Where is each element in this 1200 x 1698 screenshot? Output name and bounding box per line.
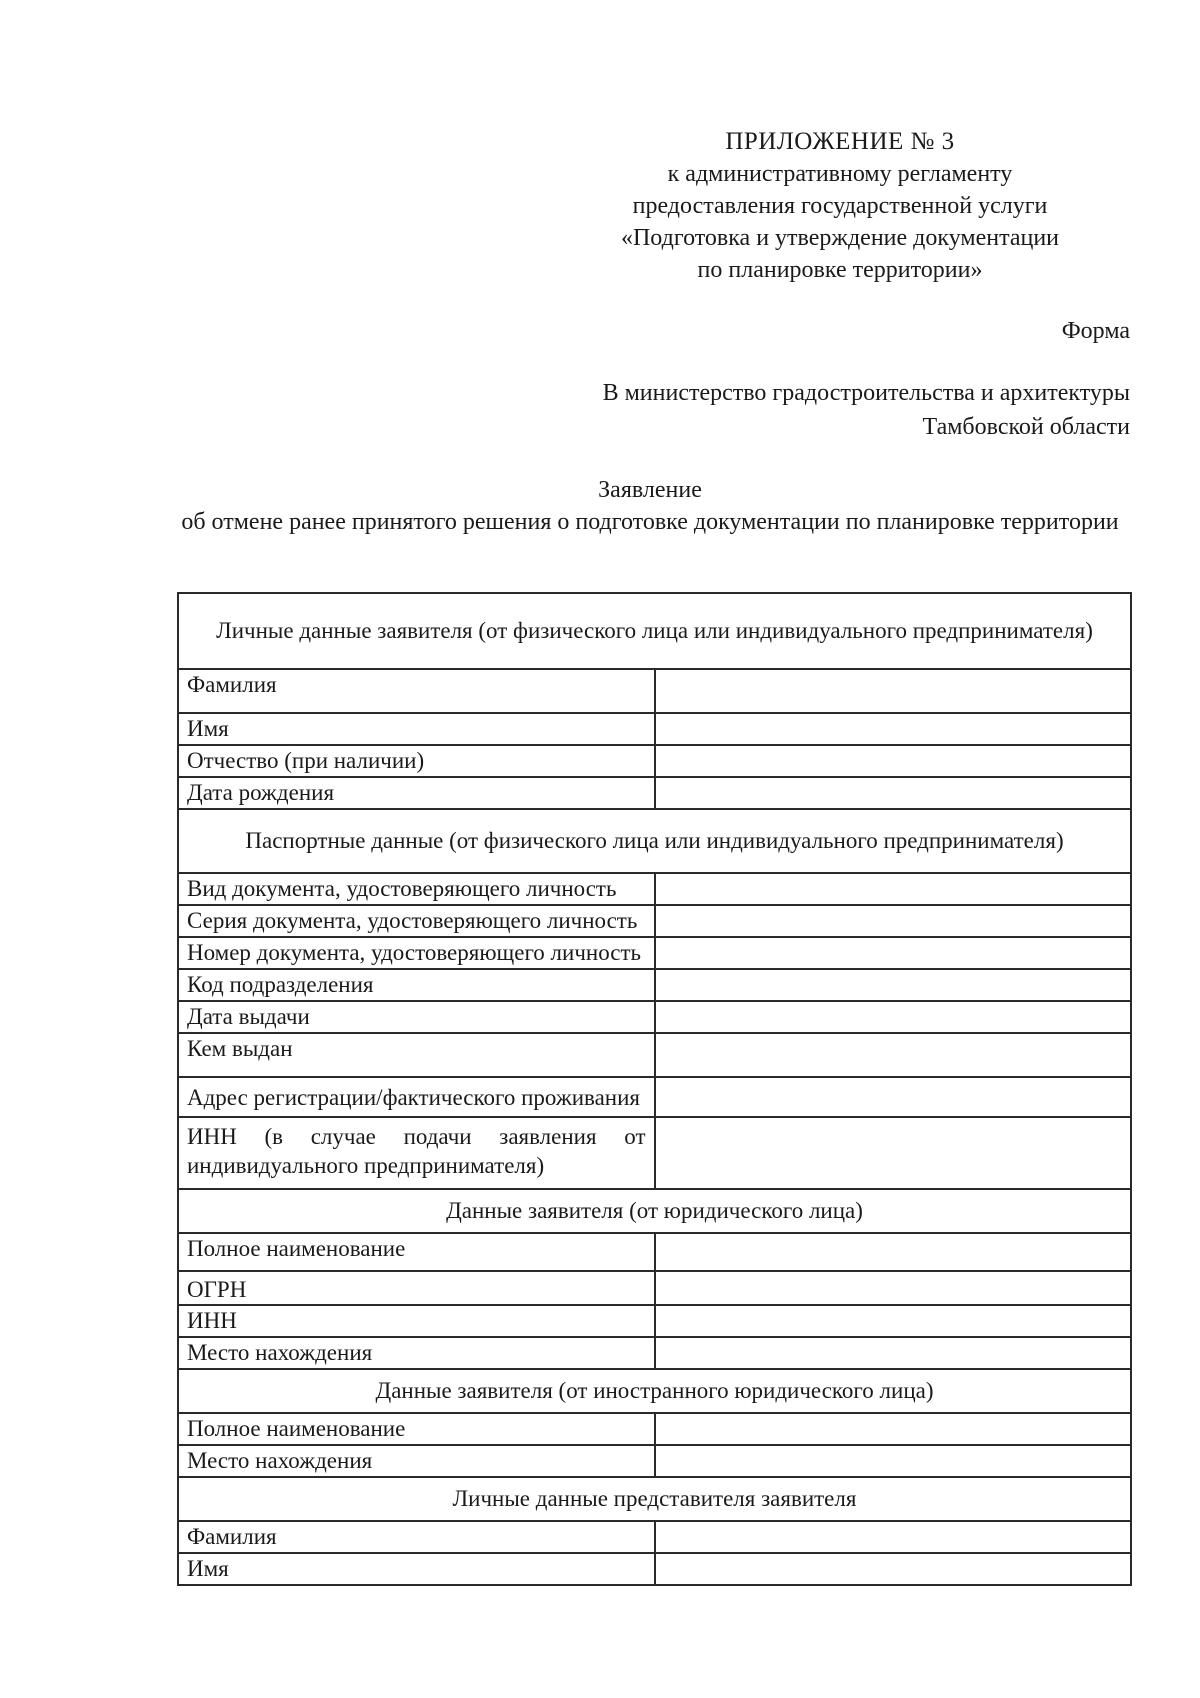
table-row — [178, 905, 1131, 937]
form-label: Форма — [1061, 318, 1130, 344]
appendix-heading: ПРИЛОЖЕНИЕ № 3 — [725, 128, 955, 155]
field-label: Имя — [178, 1553, 655, 1585]
field-label: Отчество (при наличии) — [178, 745, 655, 777]
section-header-row — [178, 593, 1131, 669]
field-value-cell[interactable] — [655, 1033, 1132, 1077]
table-row — [178, 713, 1131, 745]
field-value-cell[interactable] — [655, 969, 1132, 1001]
table-row — [178, 1117, 1131, 1189]
field-value-cell[interactable] — [655, 1233, 1132, 1271]
field-label: ИНН — [178, 1305, 655, 1337]
field-label: Фамилия — [178, 669, 655, 713]
section-header-row — [178, 809, 1131, 873]
field-value-cell[interactable] — [655, 905, 1132, 937]
field-label: Фамилия — [178, 1521, 655, 1553]
table-row — [178, 745, 1131, 777]
field-value-cell[interactable] — [655, 745, 1132, 777]
section-header-row — [178, 1477, 1131, 1521]
table-row — [178, 1233, 1131, 1271]
applicant-form-table — [177, 592, 1132, 1586]
section-header-passport: Паспортные данные (от физического лица или индивидуального предпринимателя) — [178, 809, 1131, 873]
section-header-personal: Личные данные заявителя (от физического лица или индивидуального предпринимателя) — [178, 593, 1131, 669]
table-row — [178, 777, 1131, 809]
field-label: Имя — [178, 713, 655, 745]
addressee-line-1: В министерство градостроительства и архитектуры — [602, 380, 1130, 406]
section-header-legal-entity: Данные заявителя (от юридического лица) — [178, 1189, 1131, 1233]
field-value-cell[interactable] — [655, 873, 1132, 905]
field-label: Кем выдан — [178, 1033, 655, 1077]
table-row — [178, 1553, 1131, 1585]
table-row — [178, 669, 1131, 713]
table-row — [178, 969, 1131, 1001]
field-label: ИНН (в случае подачи заявления от индивидуального предпринимателя) — [178, 1117, 655, 1189]
field-label: Вид документа, удостоверяющего личность — [178, 873, 655, 905]
addressee-block — [430, 376, 1130, 444]
field-label: Место нахождения — [178, 1445, 655, 1477]
table-row — [178, 1077, 1131, 1117]
table-row — [178, 1033, 1131, 1077]
field-label: ОГРН — [178, 1271, 655, 1305]
field-value-cell[interactable] — [655, 1521, 1132, 1553]
table-row — [178, 1445, 1131, 1477]
field-label: Код подразделения — [178, 969, 655, 1001]
field-label: Полное наименование — [178, 1233, 655, 1271]
table-row — [178, 1337, 1131, 1369]
appendix-block — [560, 126, 1120, 286]
table-row — [178, 1413, 1131, 1445]
field-value-cell[interactable] — [655, 1305, 1132, 1337]
table-row — [178, 1305, 1131, 1337]
field-value-cell[interactable] — [655, 937, 1132, 969]
table-row — [178, 1521, 1131, 1553]
document-title — [170, 474, 1130, 538]
section-header-row — [178, 1369, 1131, 1413]
field-value-cell[interactable] — [655, 1001, 1132, 1033]
field-label: Место нахождения — [178, 1337, 655, 1369]
field-value-cell[interactable] — [655, 1077, 1132, 1117]
field-value-cell[interactable] — [655, 1445, 1132, 1477]
appendix-line-2: предоставления государственной услуги — [632, 193, 1048, 219]
field-value-cell[interactable] — [655, 1117, 1132, 1189]
field-label: Дата рождения — [178, 777, 655, 809]
field-value-cell[interactable] — [655, 713, 1132, 745]
appendix-line-4: по планировке территории» — [697, 257, 983, 283]
table-row — [178, 873, 1131, 905]
document-title-line-1: Заявление — [598, 477, 702, 503]
appendix-line-3: «Подготовка и утверждение документации — [620, 225, 1060, 251]
document-title-line-2: об отмене ранее принятого решения о подготовке документации по планировке территории — [181, 509, 1119, 535]
field-value-cell[interactable] — [655, 1553, 1132, 1585]
section-header-foreign-entity: Данные заявителя (от иностранного юридического лица) — [178, 1369, 1131, 1413]
section-header-row — [178, 1189, 1131, 1233]
table-row — [178, 937, 1131, 969]
field-label: Полное наименование — [178, 1413, 655, 1445]
appendix-line-1: к административному регламенту — [667, 161, 1013, 187]
table-row — [178, 1001, 1131, 1033]
table-row — [178, 1271, 1131, 1305]
field-value-cell[interactable] — [655, 777, 1132, 809]
field-label: Номер документа, удостоверяющего личность — [178, 937, 655, 969]
field-label: Адрес регистрации/фактического проживания — [178, 1077, 655, 1117]
field-label: Серия документа, удостоверяющего личность — [178, 905, 655, 937]
field-value-cell[interactable] — [655, 1413, 1132, 1445]
field-label: Дата выдачи — [178, 1001, 655, 1033]
field-value-cell[interactable] — [655, 1271, 1132, 1305]
field-value-cell[interactable] — [655, 1337, 1132, 1369]
field-value-cell[interactable] — [655, 669, 1132, 713]
addressee-line-2: Тамбовской области — [922, 414, 1130, 440]
section-header-representative: Личные данные представителя заявителя — [178, 1477, 1131, 1521]
